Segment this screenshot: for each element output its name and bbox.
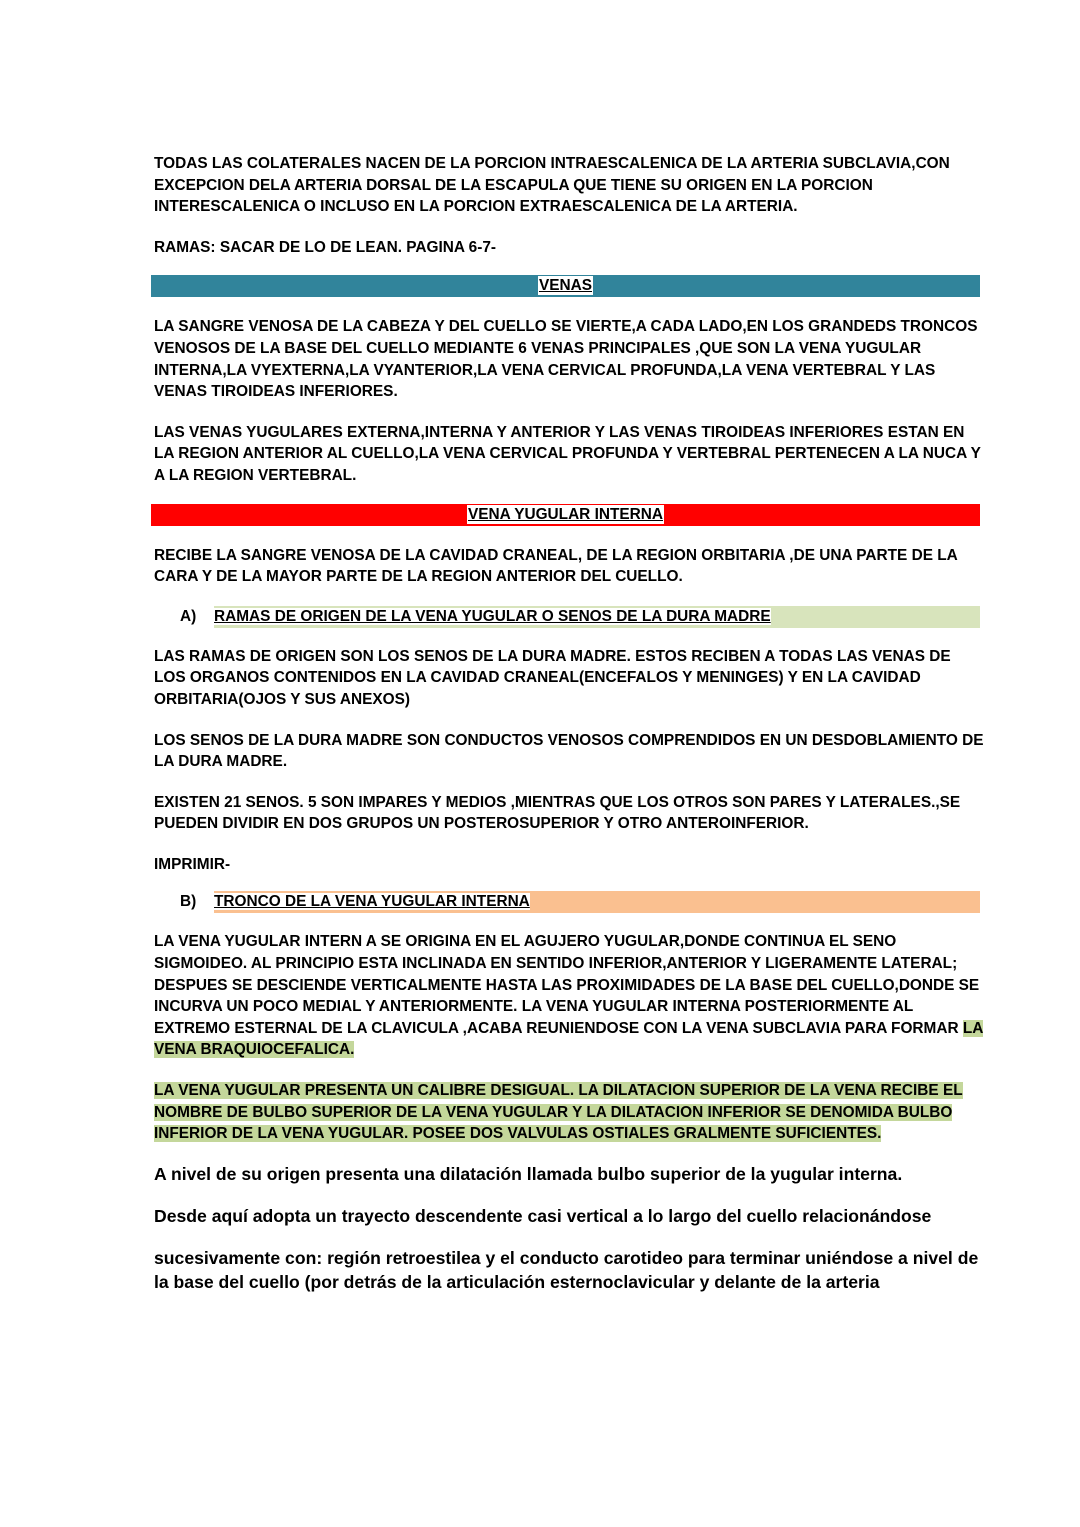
subheading-b-letter: B) — [178, 891, 214, 913]
paragraph-trayecto: Desde aquí adopta un trayecto descendente casi vertical a lo largo del cuello relacionándose — [154, 1205, 932, 1226]
highlight-calibre-text: LA VENA YUGULAR PRESENTA UN CALIBRE DESIGUAL. LA DILATACION SUPERIOR DE LA VENA RECIBE EL NOMBRE DE BULBO SUPERIOR DE LA VENA YUGULAR Y LA DILATACION INFERIOR SE DENOMIDA BULBO INFERIOR DE LA VENA YUGULAR. POSEE DOS VALVULAS OSTIALES GRALMENTE SUFICIENTES. — [154, 1082, 963, 1143]
paragraph-tronco-text: LA VENA YUGULAR INTERN A SE ORIGINA EN EL AGUJERO YUGULAR,DONDE CONTINUA EL SENO SIGMOIDEO. AL PRINCIPIO ESTA INCLINADA EN SENTIDO INFERIOR,ANTERIOR Y LIGERAMENTE LATERAL; DESPUES SE DESCIENDE VERTICALMENTE HASTA LAS PROXIMIDADES DE LA BASE DEL CUELLO,DONDE SE INCURVA UN POCO MEDIAL Y ANTERIORMENTE. LA VENA YUGULAR INTERNA POSTERIORMENTE AL EXTREMO ESTERNAL DE LA CLAVICULA ,ACABA REUNIENDOSE CON LA VENA SUBCLAVIA PARA FORMAR — [154, 933, 980, 1037]
section-bar-vena-yugular-interna — [151, 504, 980, 526]
subheading-a-label: RAMAS DE ORIGEN DE LA VENA YUGULAR O SENOS DE LA DURA MADRE — [214, 607, 771, 625]
section-heading-venas: VENAS — [538, 277, 593, 295]
paragraph-nivel-origen: A nivel de su origen presenta una dilatación llamada bulbo superior de la yugular interna. — [154, 1163, 903, 1184]
paragraph-ramas-origen: LAS RAMAS DE ORIGEN SON LOS SENOS DE LA DURA MADRE. ESTOS RECIBEN A TODAS LAS VENAS DE LOS ORGANOS CONTENIDOS EN LA CAVIDAD CRANEAL(ENCEFALOS Y MENINGES) Y EN LA CAVIDAD ORBITARIA(OJOS Y SUS ANEXOS) — [154, 647, 951, 708]
subheading-b-label: TRONCO DE LA VENA YUGULAR INTERNA — [214, 893, 530, 911]
paragraph-calibre — [154, 1080, 984, 1145]
subheading-b-bar — [178, 891, 980, 913]
paragraph-tronco — [154, 931, 984, 1061]
paragraph-venas-yugulares: LAS VENAS YUGULARES EXTERNA,INTERNA Y ANTERIOR Y LAS VENAS TIROIDEAS INFERIORES ESTAN EN LA REGION ANTERIOR AL CUELLO,LA VENA CERVICAL PROFUNDA Y VERTEBRAL PERTENECEN A LA NUCA Y A LA REGION VERTEBRAL. — [154, 423, 981, 484]
paragraph-ramas-note: RAMAS: SACAR DE LO DE LEAN. PAGINA 6-7- — [154, 238, 497, 256]
paragraph-recibe: RECIBE LA SANGRE VENOSA DE LA CAVIDAD CRANEAL, DE LA REGION ORBITARIA ,DE UNA PARTE DE LA CARA Y DE LA MAYOR PARTE DE LA REGION ANTERIOR DEL CUELLO. — [154, 546, 958, 586]
highlight-vena-braquiocefalica: LA VENA BRAQUIOCEFALICA. — [154, 1019, 984, 1059]
paragraph-sangre-venosa: LA SANGRE VENOSA DE LA CABEZA Y DEL CUELLO SE VIERTE,A CADA LADO,EN LOS GRANDEDS TRONCOS VENOSOS DE LA BASE DEL CUELLO MEDIANTE 6 VENAS PRINCIPALES ,QUE SON LA VENA YUGULAR INTERNA,LA VYEXTERNA,LA VYANTERIOR,LA VENA CERVICAL PROFUNDA,LA VENA VERTEBRAL Y LAS VENAS TIROIDEAS INFERIORES. — [154, 318, 978, 401]
subheading-a-bar — [178, 606, 980, 628]
section-bar-venas — [151, 275, 980, 297]
paragraph-imprimir: IMPRIMIR- — [154, 855, 231, 873]
page-content — [154, 153, 984, 1294]
subheading-a-letter: A) — [178, 606, 214, 628]
paragraph-senos-dura-madre: LOS SENOS DE LA DURA MADRE SON CONDUCTOS VENOSOS COMPRENDIDOS EN UN DESDOBLAMIENTO DE LA DURA MADRE. — [154, 731, 984, 771]
paragraph-sucesivamente: sucesivamente con: región retroestilea y el conducto carotideo para terminar uniéndose a nivel de la base del cuello (por detrás de la articulación esternoclavicular y delante de la arteria — [154, 1247, 979, 1292]
section-heading-vena-yugular-interna: VENA YUGULAR INTERNA — [468, 505, 663, 523]
paragraph-existen-21-senos: EXISTEN 21 SENOS. 5 SON IMPARES Y MEDIOS ,MIENTRAS QUE LOS OTROS SON PARES Y LATERALES.,SE PUEDEN DIVIDIR EN DOS GRUPOS UN POSTEROSUPERIOR Y OTRO ANTEROINFERIOR. — [154, 793, 961, 833]
paragraph-colaterales: TODAS LAS COLATERALES NACEN DE LA PORCION INTRAESCALENICA DE LA ARTERIA SUBCLAVIA,CON EXCEPCION DELA ARTERIA DORSAL DE LA ESCAPULA QUE TIENE SU ORIGEN EN LA PORCION INTERESCALENICA O INCLUSO EN LA PORCION EXTRAESCALENICA DE LA ARTERIA. — [154, 155, 950, 216]
